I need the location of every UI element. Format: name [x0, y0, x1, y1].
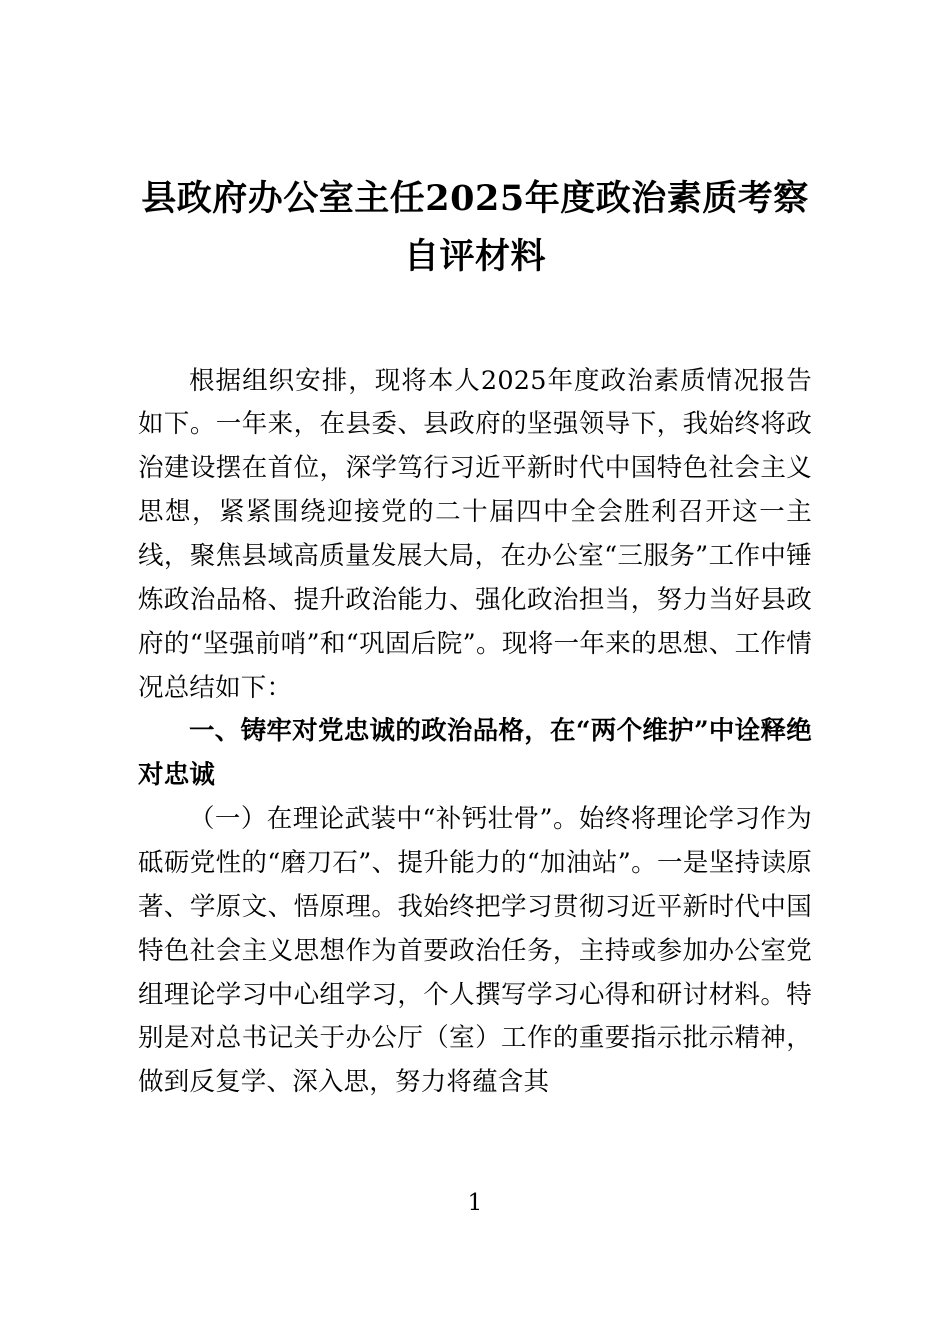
paragraph-intro: 根据组织安排，现将本人2025年度政治素质情况报告如下。一年来，在县委、县政府的坚强领导下，我始终将政治建设摆在首位，深学笃行习近平新时代中国特色社会主义思想，紧紧围绕迎接党的二十届四中全会胜利召开这一主线，聚焦县域高质量发展大局，在办公室“三服务”工作中锤炼政治品格、提升政治能力、强化政治担当，努力当好县政府的“坚强前哨”和“巩固后院”。现将一年来的思想、工作情况总结如下：: [138, 365, 812, 703]
paragraph-subsection-1-1: （一）在理论武装中“补钙壮骨”。始终将理论学习作为砥砺党性的“磨刀石”、提升能力的“加油站”。一是坚持读原著、学原文、悟原理。我始终把学习贯彻习近平新时代中国特色社会主义思想作为首要政治任务，主持或参加办公室党组理论学习中心组学习，个人撰写学习心得和研讨材料。特别是对总书记关于办公厅（室）工作的重要指示批示精神，做到反复学、深入思，努力将蕴含其: [138, 804, 812, 1098]
title-spacer: [138, 286, 812, 360]
page-title: 县政府办公室主任2025年度政治素质考察自评材料: [141, 178, 809, 277]
section-heading-1: 一、铸牢对党忠诚的政治品格，在“两个维护”中诠释绝对忠诚: [138, 716, 812, 791]
page-number: 1: [467, 1190, 483, 1216]
